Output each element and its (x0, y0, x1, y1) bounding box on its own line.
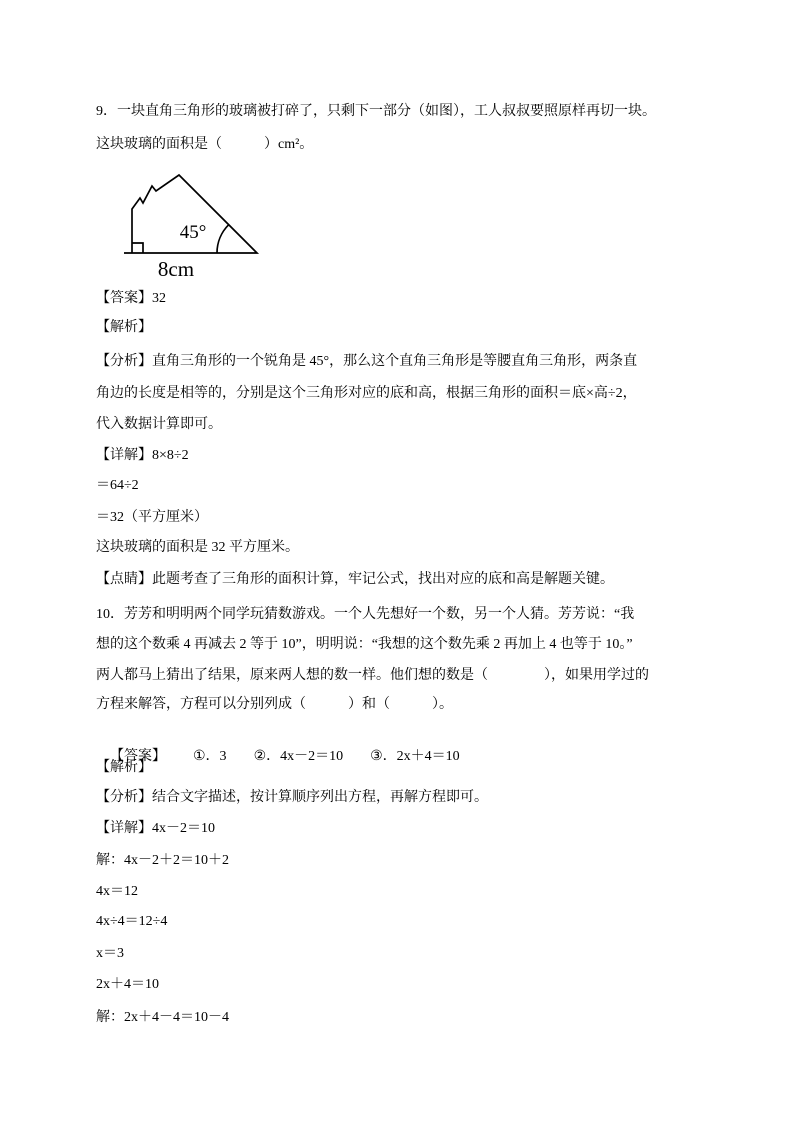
q10-question-line-1: 10．芳芳和明明两个同学玩猜数游戏。一个人先想好一个数，另一个人猜。芳芳说：“我 (96, 607, 635, 622)
q10-question-line-2: 想的这个数乘 4 再减去 2 等于 10”，明明说：“我想的这个数先乘 2 再加上 4 也等于 10。” (96, 637, 633, 652)
q9-detail-line-3: ＝32（平方厘米） (96, 510, 208, 525)
q9-analysis-line-1: 【分析】直角三角形的一个锐角是 45°，那么这个直角三角形是等腰直角三角形，两条直 (96, 354, 638, 369)
q10-detail-line-6: 2x＋4＝10 (96, 977, 159, 992)
q9-detail-line-2: ＝64÷2 (96, 478, 139, 493)
q10-detail-line-2: 解：4x－2＋2＝10＋2 (96, 853, 229, 868)
q9-answer-line: 【答案】32 (96, 291, 166, 306)
q9-question-line-1: 9．一块直角三角形的玻璃被打碎了，只剩下一部分（如图），工人叔叔要照原样再切一块。 (96, 104, 656, 119)
angle-label: 45° (179, 222, 207, 243)
q9-analysis-header: 【解析】 (96, 320, 152, 335)
q10-answer-line (96, 727, 716, 787)
q10-answer-item-2: ②．4x－2＝10 (253, 749, 344, 764)
right-angle-marker (132, 243, 143, 253)
q10-answer-item-1: ①．3 (193, 749, 227, 764)
q10-analysis-header: 【解析】 (96, 760, 152, 775)
q9-analysis-line-2: 角边的长度是相等的，分别是这个三角形对应的底和高，根据三角形的面积＝底×高÷2， (96, 386, 637, 401)
q10-detail-line-5: x＝3 (96, 946, 124, 961)
q10-detail-line-7: 解：2x＋4－4＝10－4 (96, 1010, 229, 1025)
q9-question-line-2: 这块玻璃的面积是（ ）cm²。 (96, 137, 314, 152)
q10-detail-line-1: 【详解】4x－2＝10 (96, 821, 215, 836)
q9-analysis-line-3: 代入数据计算即可。 (96, 417, 222, 432)
q9-broken-triangle-figure (115, 165, 267, 283)
angle-arc (217, 225, 229, 253)
q9-detail-line-1: 【详解】8×8÷2 (96, 448, 189, 463)
base-label: 8cm (157, 257, 195, 281)
q9-detail-line-4: 这块玻璃的面积是 32 平方厘米。 (96, 540, 299, 555)
q9-note-line: 【点睛】此题考查了三角形的面积计算，牢记公式，找出对应的底和高是解题关键。 (96, 572, 614, 587)
q10-answer-label: 【答案】 (110, 749, 166, 764)
q10-question-line-3: 两人都马上猜出了结果，原来两人想的数一样。他们想的数是（ ），如果用学过的 (96, 668, 649, 683)
q10-analysis-line: 【分析】结合文字描述，按计算顺序列出方程，再解方程即可。 (96, 790, 488, 805)
q10-detail-line-3: 4x＝12 (96, 884, 138, 899)
q10-answer-item-3: ③．2x＋4＝10 (370, 749, 460, 764)
q10-question-line-4: 方程来解答，方程可以分别列成（ ）和（ ）。 (96, 697, 453, 712)
q10-detail-line-4: 4x÷4＝12÷4 (96, 914, 168, 929)
